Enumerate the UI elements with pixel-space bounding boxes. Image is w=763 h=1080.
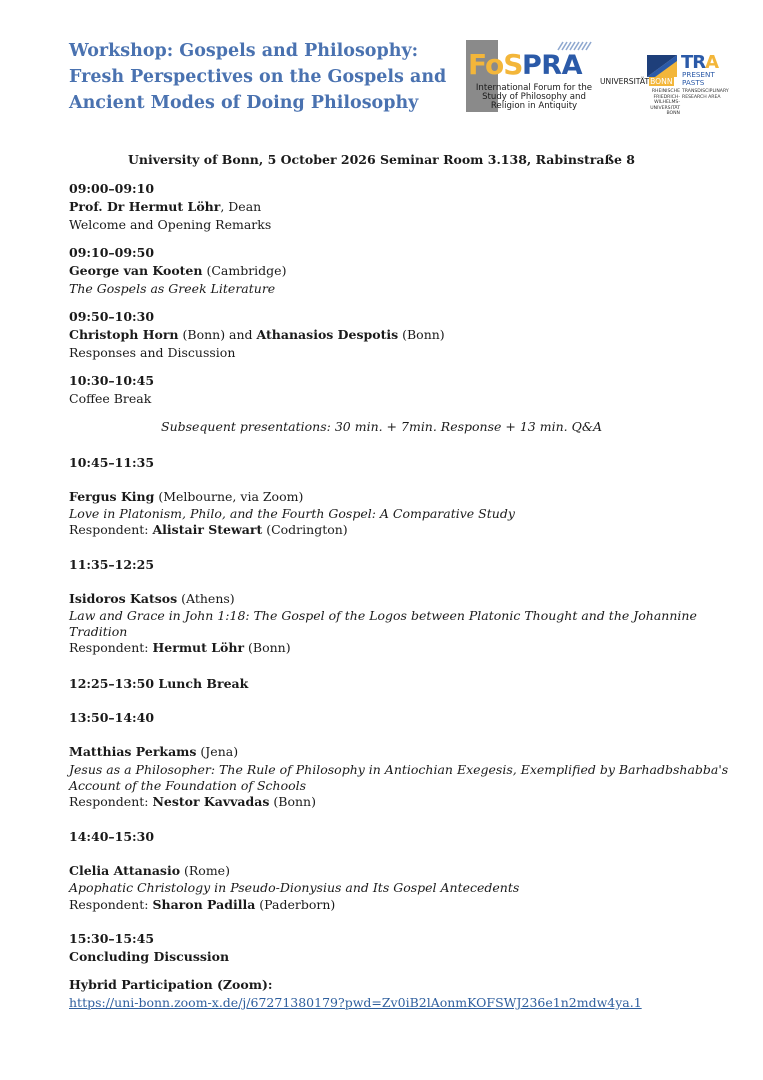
tra-small-2: RESEARCH AREA bbox=[682, 94, 721, 100]
tra-small-1: TRANSDISCIPLINARY bbox=[682, 89, 729, 94]
session-time: 10:30–10:45 bbox=[69, 373, 155, 388]
presentation-format-note: Subsequent presentations: 30 min. + 7min. Response + 13 min. Q&A bbox=[161, 419, 602, 434]
speaker-affiliation: (Cambridge) bbox=[202, 263, 287, 278]
workshop-title bbox=[69, 38, 459, 116]
tra-a: A bbox=[705, 52, 719, 73]
talk-title: Law and Grace in John 1:18: The Gospel of the Logos between Platonic Thought and the Johannine bbox=[69, 608, 697, 623]
speaker-affiliation: (Athens) bbox=[177, 591, 235, 606]
tra-pp-2: PASTS bbox=[682, 78, 705, 87]
speaker-name: George van Kooten bbox=[69, 263, 203, 278]
speaker-line bbox=[69, 489, 303, 505]
speaker-name: Christoph Horn bbox=[69, 327, 179, 342]
logo-fos-text: FoS bbox=[468, 48, 523, 81]
speaker-affiliation: (Bonn) bbox=[398, 327, 445, 342]
talk-title: Love in Platonism, Philo, and the Fourth Gospel: A Comparative Study bbox=[69, 506, 515, 521]
speaker-line bbox=[69, 863, 230, 879]
tra-tr: TR bbox=[681, 52, 706, 73]
speaker-role: , Dean bbox=[220, 199, 262, 214]
speaker-name: Matthias Perkams bbox=[69, 744, 197, 759]
session-description: Responses and Discussion bbox=[69, 345, 236, 360]
speaker-affiliation: (Rome) bbox=[180, 863, 230, 878]
fospra-sub-line-3: Religion in Antiquity bbox=[490, 101, 578, 111]
session-time: 09:00–09:10 bbox=[69, 181, 155, 196]
session-time: 13:50–14:40 bbox=[69, 710, 155, 725]
uni-word: UNIVERSITÄT bbox=[600, 77, 650, 86]
respondent-line bbox=[69, 640, 291, 656]
stripes-icon bbox=[556, 41, 596, 51]
speaker-affiliation: (Bonn) and bbox=[178, 327, 257, 342]
speaker-line bbox=[69, 199, 261, 215]
speaker-line bbox=[69, 327, 445, 343]
uni-bonn-logo bbox=[600, 55, 680, 116]
fospra-logo bbox=[466, 40, 598, 114]
respondent-label: Respondent: bbox=[69, 897, 153, 912]
respondent-label: Respondent: bbox=[69, 522, 153, 537]
lunch-break: 12:25–13:50 Lunch Break bbox=[69, 676, 249, 691]
title-line-2: Fresh Perspectives on the Gospels and bbox=[69, 67, 447, 87]
uni-small-3: UNIVERSITÄT BONN bbox=[650, 105, 680, 116]
speaker-name: Clelia Attanasio bbox=[69, 863, 181, 878]
speaker-affiliation: (Melbourne, via Zoom) bbox=[154, 489, 304, 504]
speaker-name: Prof. Dr Hermut Löhr bbox=[69, 199, 221, 214]
logo-pra-text: PRA bbox=[522, 50, 582, 81]
respondent-affiliation: (Bonn) bbox=[244, 640, 291, 655]
respondent-name: Hermut Löhr bbox=[152, 640, 245, 655]
talk-title: Jesus as a Philosopher: The Rule of Philosophy in Antiochian Exegesis, Exemplified by Barhadbshabba's bbox=[69, 762, 729, 777]
session-time: 15:30–15:45 bbox=[69, 931, 155, 946]
uni-bonn-wordmark bbox=[600, 77, 674, 86]
respondent-line bbox=[69, 897, 335, 913]
session-time: 09:10–09:50 bbox=[69, 245, 155, 260]
speaker-line bbox=[69, 744, 238, 760]
session-description: Concluding Discussion bbox=[69, 949, 230, 964]
talk-title-cont: Tradition bbox=[69, 624, 128, 639]
uni-small-2: FRIEDRICH-WILHELMS- bbox=[653, 94, 680, 105]
fospra-sub-line-2: Study of Philosophy and bbox=[482, 92, 586, 102]
session-time: 11:35–12:25 bbox=[69, 557, 155, 572]
speaker-line bbox=[69, 263, 286, 279]
respondent-label: Respondent: bbox=[69, 794, 153, 809]
hybrid-label: Hybrid Participation (Zoom): bbox=[69, 977, 273, 992]
tra-present-pasts bbox=[682, 71, 715, 87]
respondent-label: Respondent: bbox=[69, 640, 153, 655]
uni-small-1: RHEINISCHE bbox=[651, 89, 680, 94]
respondent-name: Sharon Padilla bbox=[152, 897, 256, 912]
respondent-line bbox=[69, 522, 348, 538]
respondent-name: Nestor Kavvadas bbox=[152, 794, 270, 809]
tra-small-text bbox=[682, 89, 729, 100]
respondent-affiliation: (Bonn) bbox=[269, 794, 316, 809]
uni-bonn-small-text bbox=[636, 89, 680, 117]
tra-pp-1: PRESENT bbox=[682, 70, 715, 79]
session-time: 10:45–11:35 bbox=[69, 455, 155, 470]
speaker-name: Fergus King bbox=[69, 489, 155, 504]
speaker-line bbox=[69, 591, 235, 607]
title-line-3: Ancient Modes of Doing Philosophy bbox=[69, 93, 419, 113]
session-description: Welcome and Opening Remarks bbox=[69, 217, 272, 232]
title-line-1: Workshop: Gospels and Philosophy: bbox=[69, 41, 419, 61]
fospra-subtitle bbox=[468, 84, 600, 111]
talk-title: Apophatic Christology in Pseudo-Dionysius and Its Gospel Antecedents bbox=[69, 880, 520, 895]
respondent-affiliation: (Paderborn) bbox=[255, 897, 336, 912]
session-time: 09:50–10:30 bbox=[69, 309, 155, 324]
respondent-line bbox=[69, 794, 316, 810]
uni-bonn-emblem-icon bbox=[647, 55, 677, 77]
speaker-name: Isidoros Katsos bbox=[69, 591, 178, 606]
tra-logo bbox=[680, 52, 729, 105]
zoom-link[interactable] bbox=[69, 995, 642, 1011]
zoom-link-anchor[interactable]: https://uni-bonn.zoom-x.de/j/67271380179?pwd=Zv0iB2lAonmKOFSWJ236e1n2mdw4ya.1 bbox=[69, 995, 642, 1010]
speaker-affiliation: (Jena) bbox=[196, 744, 239, 759]
uni-bonn-word: BONN bbox=[650, 77, 673, 86]
fospra-sub-line-1: International Forum for the bbox=[475, 83, 593, 93]
talk-title-cont: Account of the Foundation of Schools bbox=[69, 778, 307, 793]
respondent-name: Alistair Stewart bbox=[152, 522, 263, 537]
respondent-affiliation: (Codrington) bbox=[262, 522, 348, 537]
talk-title: The Gospels as Greek Literature bbox=[69, 281, 276, 296]
speaker-name: Athanasios Despotis bbox=[256, 327, 399, 342]
session-time: 14:40–15:30 bbox=[69, 829, 155, 844]
venue-line: University of Bonn, 5 October 2026 Seminar Room 3.138, Rabinstraße 8 bbox=[128, 152, 635, 167]
session-description: Coffee Break bbox=[69, 391, 152, 406]
